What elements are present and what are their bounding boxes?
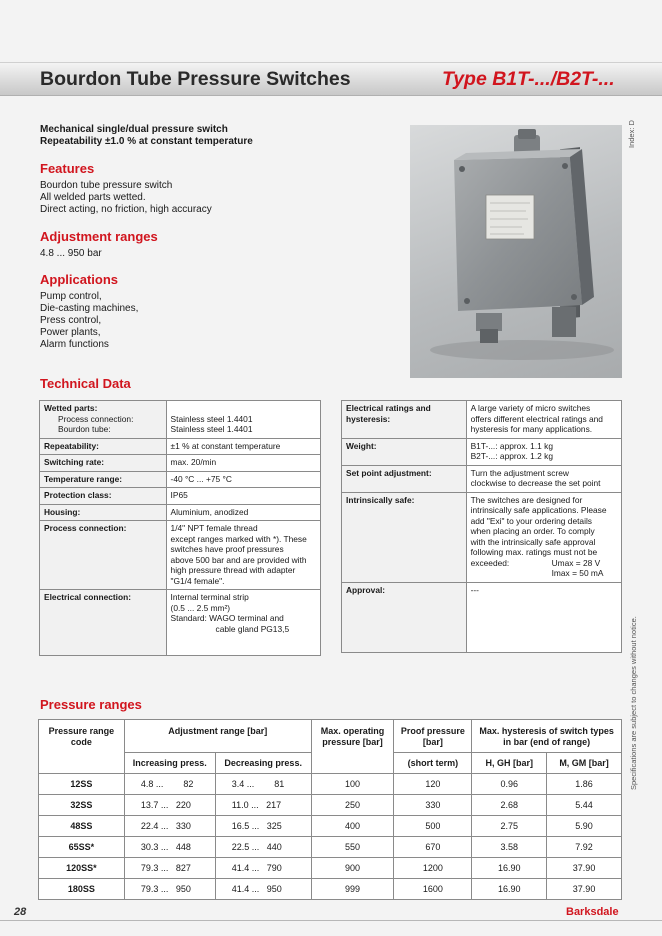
- housing-value: Aluminium, anodized: [166, 504, 320, 521]
- wetted-value: Stainless steel 1.4401: [170, 424, 253, 434]
- text-line: intrinsically safe applications. Please: [470, 505, 607, 515]
- max-operating: 900: [311, 858, 394, 879]
- electrical-connection-value: [166, 590, 320, 656]
- imax-value: Imax = 50 mA: [551, 568, 604, 578]
- table-row: [40, 488, 321, 505]
- table-row: [342, 492, 622, 582]
- features-list: [40, 180, 212, 216]
- decreasing-range: 41.4 ... 950: [215, 879, 311, 900]
- range-code: 180SS: [39, 879, 125, 900]
- table-row: [342, 401, 622, 439]
- approval-label: Approval:: [342, 582, 467, 652]
- hysteresis-h: 16.90: [472, 858, 547, 879]
- table-row: [342, 582, 622, 652]
- increasing-range: 22.4 ... 330: [124, 816, 215, 837]
- header-short-term: (short term): [394, 753, 472, 774]
- decreasing-range: 22.5 ... 440: [215, 837, 311, 858]
- list-item: Pump control,: [40, 291, 102, 302]
- exceeded-label: exceeded:: [470, 557, 510, 568]
- text-line: switches have proof pressures: [170, 544, 284, 554]
- decreasing-range: 11.0 ... 217: [215, 795, 311, 816]
- text-line: high pressure thread with adapter: [170, 565, 296, 575]
- features-heading: Features: [40, 161, 95, 176]
- increasing-range: 30.3 ... 448: [124, 837, 215, 858]
- protection-class-label: Protection class:: [40, 488, 167, 505]
- range-code: 120SS*: [39, 858, 125, 879]
- weight-value: [466, 438, 621, 465]
- protection-class-value: IP65: [166, 488, 320, 505]
- header-adjustment-range: Adjustment range [bar]: [124, 720, 311, 753]
- proof-pressure: 1200: [394, 858, 472, 879]
- range-code: 12SS: [39, 774, 125, 795]
- intrinsically-safe-value: [466, 492, 621, 582]
- specifications-note: Specifications are subject to changes without notice.: [629, 616, 638, 790]
- table-cell-value: [166, 401, 320, 439]
- text-line: offers different electrical ratings and: [470, 413, 603, 424]
- text-line: cable gland PG13,5: [215, 623, 290, 634]
- housing-label: Housing:: [40, 504, 167, 521]
- header-proof-pressure: Proof pressure [bar]: [394, 720, 472, 753]
- temperature-range-value: -40 °C ... +75 °C: [166, 471, 320, 488]
- technical-data-table-left: [39, 400, 321, 656]
- page-number: 28: [14, 906, 27, 918]
- wetted-value: Stainless steel 1.4401: [170, 413, 253, 424]
- table-row: [40, 590, 321, 656]
- list-item: Bourdon tube pressure switch: [40, 180, 173, 191]
- text-line: 1/4" NPT female thread: [170, 523, 258, 533]
- intrinsically-safe-label: Intrinsically safe:: [342, 492, 467, 582]
- text-line: above 500 bar and are provided with: [170, 554, 307, 565]
- type-title: Type B1T-.../B2T-...: [442, 68, 615, 90]
- pressure-ranges-table: [38, 719, 622, 900]
- text-line: Standard: WAGO terminal and: [170, 613, 284, 623]
- footer-divider: [0, 920, 662, 921]
- pressure-switch-illustration: [410, 125, 622, 378]
- process-connection-sublabel: Process connection:: [58, 413, 134, 424]
- increasing-range: 13.7 ... 220: [124, 795, 215, 816]
- electrical-ratings-label: Electrical ratings and hysteresis:: [342, 401, 467, 439]
- intro-line-2: Repeatability ±1.0 % at constant temperature: [40, 136, 253, 147]
- product-photo: [410, 125, 622, 378]
- increasing-range: 4.8 ... 82: [124, 774, 215, 795]
- table-row: [342, 438, 622, 465]
- header-increasing: Increasing press.: [124, 753, 215, 774]
- table-row: [39, 879, 622, 900]
- proof-pressure: 330: [394, 795, 472, 816]
- intro-text: [40, 124, 253, 148]
- adjustment-heading: Adjustment ranges: [40, 229, 158, 244]
- applications-heading: Applications: [40, 272, 119, 287]
- table-row: [40, 504, 321, 521]
- decreasing-range: 16.5 ... 325: [215, 816, 311, 837]
- bourdon-tube-sublabel: Bourdon tube:: [58, 424, 111, 434]
- temperature-range-label: Temperature range:: [40, 471, 167, 488]
- hysteresis-h: 16.90: [472, 879, 547, 900]
- range-code: 32SS: [39, 795, 125, 816]
- text-line: Internal terminal strip: [170, 592, 249, 602]
- max-operating: 250: [311, 795, 394, 816]
- max-operating: 999: [311, 879, 394, 900]
- table-header-row: [39, 720, 622, 753]
- increasing-range: 79.3 ... 950: [124, 879, 215, 900]
- header-max-operating: Max. operating pressure [bar]: [311, 720, 394, 774]
- text-line: (0.5 ... 2.5 mm²): [170, 602, 231, 613]
- text-line: add "Exi" to your ordering details: [470, 515, 592, 526]
- header-max-hysteresis: Max. hysteresis of switch types in bar (end of range): [472, 720, 622, 753]
- decreasing-range: 3.4 ... 81: [215, 774, 311, 795]
- electrical-ratings-value: [466, 401, 621, 439]
- proof-pressure: 1600: [394, 879, 472, 900]
- umax-value: Umax = 28 V: [551, 557, 601, 568]
- list-item: Power plants,: [40, 327, 101, 338]
- hysteresis-m: 5.90: [547, 816, 622, 837]
- process-connection-value: [166, 521, 320, 590]
- list-item: Direct acting, no friction, high accuracy: [40, 204, 212, 215]
- list-item: All welded parts wetted.: [40, 192, 146, 203]
- brand-logo-text: Barksdale: [566, 906, 619, 918]
- max-operating: 400: [311, 816, 394, 837]
- max-operating: 100: [311, 774, 394, 795]
- proof-pressure: 670: [394, 837, 472, 858]
- header-decreasing: Decreasing press.: [215, 753, 311, 774]
- header-pressure-range-code: Pressure range code: [39, 720, 125, 774]
- table-row: [39, 816, 622, 837]
- table-row: [39, 837, 622, 858]
- text-line: following max. ratings must not be: [470, 547, 598, 557]
- table-row: [342, 465, 622, 492]
- technical-data-table-right: [341, 400, 622, 653]
- list-item: Alarm functions: [40, 339, 109, 350]
- table-cell-label: [40, 401, 167, 439]
- electrical-connection-label: Electrical connection:: [40, 590, 167, 656]
- text-line: "G1/4 female".: [170, 575, 225, 586]
- hysteresis-h: 3.58: [472, 837, 547, 858]
- text-line: B1T-...: approx. 1.1 kg: [470, 440, 553, 451]
- text-line: Turn the adjustment screw: [470, 467, 569, 478]
- table-row: [40, 455, 321, 472]
- range-code: 65SS*: [39, 837, 125, 858]
- index-label: Index: D: [627, 120, 636, 148]
- hysteresis-m: 7.92: [547, 837, 622, 858]
- list-item: Die-casting machines,: [40, 303, 139, 314]
- intro-line-1: Mechanical single/dual pressure switch: [40, 124, 228, 135]
- text-line: clockwise to decrease the set point: [470, 478, 601, 488]
- text-line: The switches are designed for: [470, 494, 583, 505]
- increasing-range: 79.3 ... 827: [124, 858, 215, 879]
- range-code: 48SS: [39, 816, 125, 837]
- header-h-gh: H, GH [bar]: [472, 753, 547, 774]
- header-m-gm: M, GM [bar]: [547, 753, 622, 774]
- set-point-adjustment-value: [466, 465, 621, 492]
- process-connection-label: Process connection:: [40, 521, 167, 590]
- set-point-adjustment-label: Set point adjustment:: [342, 465, 467, 492]
- repeatability-value: ±1 % at constant temperature: [166, 438, 320, 455]
- table-row: [39, 774, 622, 795]
- switching-rate-label: Switching rate:: [40, 455, 167, 472]
- hysteresis-m: 37.90: [547, 879, 622, 900]
- text-line: except ranges marked with *). These: [170, 533, 307, 544]
- table-row: [40, 471, 321, 488]
- list-item: Press control,: [40, 315, 102, 326]
- switching-rate-value: max. 20/min: [166, 455, 320, 472]
- text-line: hysteresis for many applications.: [470, 424, 593, 434]
- hysteresis-m: 5.44: [547, 795, 622, 816]
- pressure-ranges-heading: Pressure ranges: [40, 697, 142, 712]
- table-row: [40, 521, 321, 590]
- text-line: B2T-...: approx. 1.2 kg: [470, 451, 553, 461]
- proof-pressure: 500: [394, 816, 472, 837]
- table-row: [39, 795, 622, 816]
- hysteresis-m: 1.86: [547, 774, 622, 795]
- table-row: [39, 858, 622, 879]
- max-operating: 550: [311, 837, 394, 858]
- applications-list: [40, 291, 138, 351]
- table-row: [40, 401, 321, 439]
- hysteresis-h: 2.75: [472, 816, 547, 837]
- repeatability-label: Repeatability:: [40, 438, 167, 455]
- decreasing-range: 41.4 ... 790: [215, 858, 311, 879]
- table-row: [40, 438, 321, 455]
- text-line: with the intrinsically safe approval: [470, 536, 596, 547]
- hysteresis-m: 37.90: [547, 858, 622, 879]
- adjustment-text: 4.8 ... 950 bar: [40, 248, 102, 259]
- hysteresis-h: 0.96: [472, 774, 547, 795]
- technical-data-heading: Technical Data: [40, 376, 131, 391]
- wetted-parts-label: Wetted parts:: [44, 403, 98, 413]
- text-line: A large variety of micro switches: [470, 403, 591, 413]
- text-line: when placing an order. To comply: [470, 526, 595, 536]
- hysteresis-h: 2.68: [472, 795, 547, 816]
- weight-label: Weight:: [342, 438, 467, 465]
- page-title: Bourdon Tube Pressure Switches: [40, 68, 351, 90]
- approval-value: ---: [466, 582, 621, 652]
- proof-pressure: 120: [394, 774, 472, 795]
